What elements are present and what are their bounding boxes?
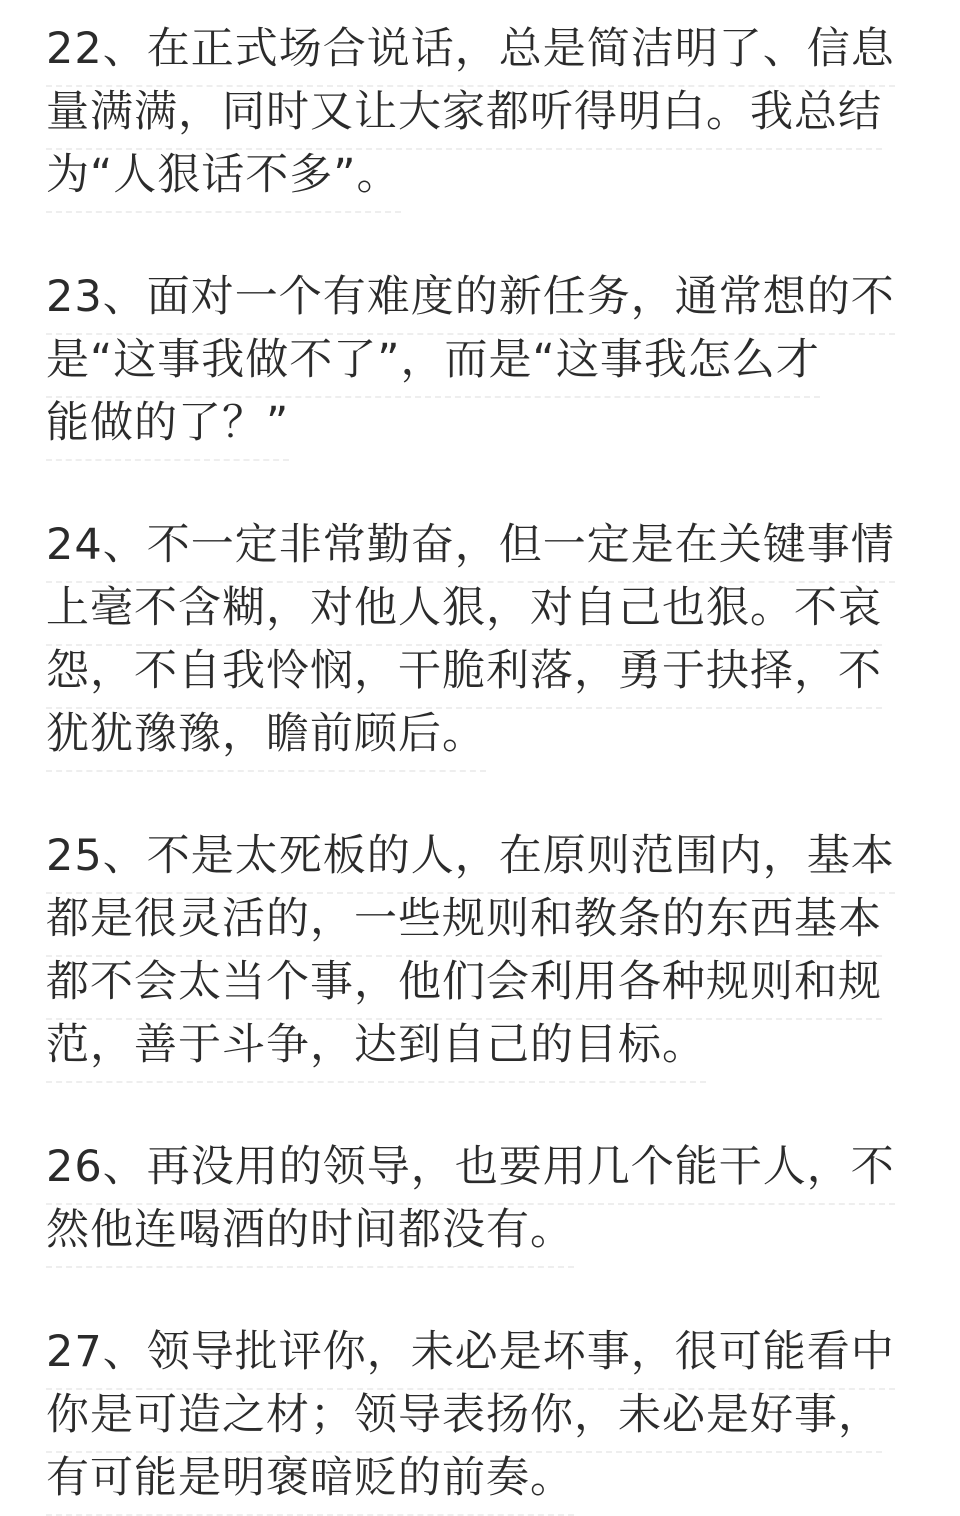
text-line: 24、不一定非常勤奋，但一定是在关键事情 <box>46 514 930 577</box>
text-line: 你是可造之材；领导表扬你，未必是好事， <box>46 1384 930 1447</box>
text-line: 23、面对一个有难度的新任务，通常想的不 <box>46 266 930 329</box>
text-line: 都不会太当个事，他们会利用各种规则和规 <box>46 951 930 1014</box>
paragraph-27 <box>46 1321 930 1510</box>
text-line: 量满满，同时又让大家都听得明白。我总结 <box>46 81 930 144</box>
text-line: 都是很灵活的，一些规则和教条的东西基本 <box>46 888 930 951</box>
text-line: 然他连喝酒的时间都没有。 <box>46 1199 930 1262</box>
text-line: 能做的了？” <box>46 392 930 455</box>
paragraph-23 <box>46 266 930 455</box>
text-line: 是“这事我做不了”，而是“这事我怎么才 <box>46 329 930 392</box>
text-line: 怨，不自我怜悯，干脆利落，勇于抉择，不 <box>46 640 930 703</box>
text-line: 为“人狠话不多”。 <box>46 144 930 207</box>
text-line: 27、领导批评你，未必是坏事，很可能看中 <box>46 1321 930 1384</box>
text-line: 上毫不含糊，对他人狠，对自己也狠。不哀 <box>46 577 930 640</box>
paragraph-24 <box>46 514 930 766</box>
text-line: 犹犹豫豫，瞻前顾后。 <box>46 703 930 766</box>
paragraph-25 <box>46 825 930 1077</box>
text-line: 有可能是明褒暗贬的前奏。 <box>46 1447 930 1510</box>
paragraph-26 <box>46 1136 930 1262</box>
text-line: 25、不是太死板的人，在原则范围内，基本 <box>46 825 930 888</box>
paragraph-22 <box>46 18 930 207</box>
text-line: 22、在正式场合说话，总是简洁明了、信息 <box>46 18 930 81</box>
text-line: 26、再没用的领导，也要用几个能干人，不 <box>46 1136 930 1199</box>
text-line: 范，善于斗争，达到自己的目标。 <box>46 1014 930 1077</box>
